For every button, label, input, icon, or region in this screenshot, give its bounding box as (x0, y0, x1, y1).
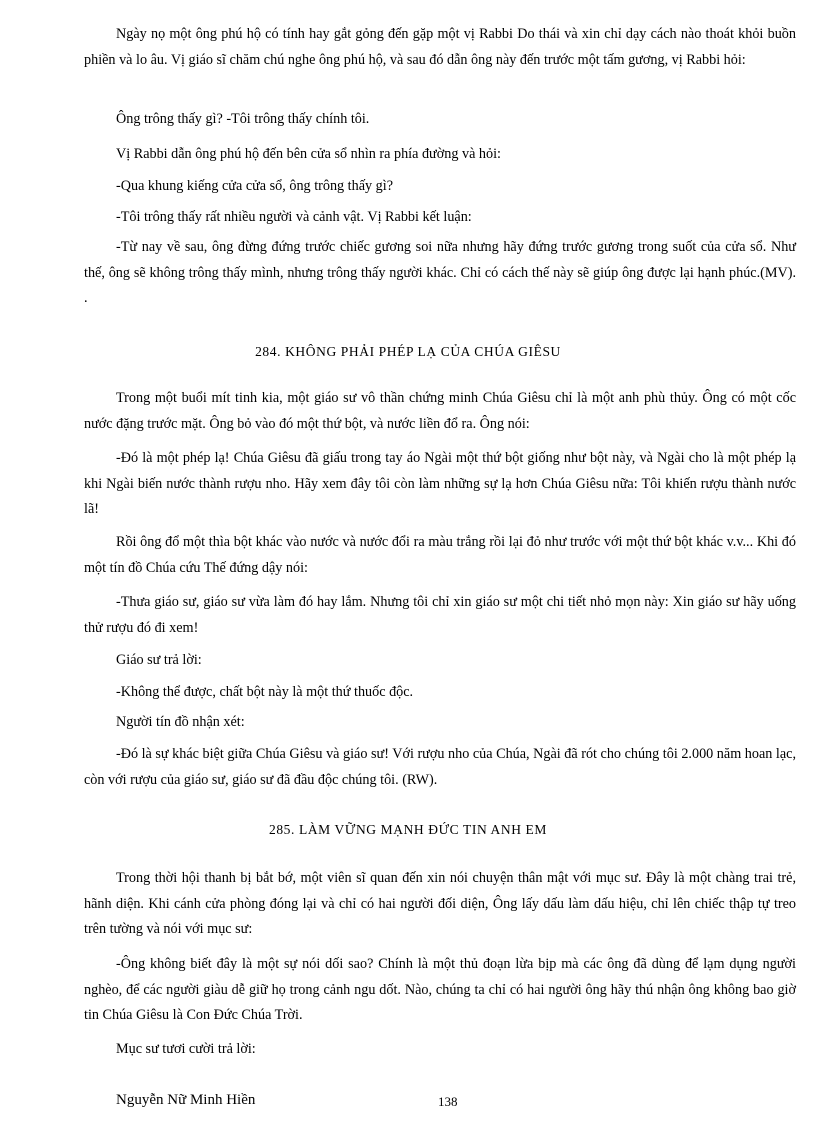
paragraph: Trong thời hội thanh bị bắt bớ, một viên sĩ quan đến xin nói chuyện thân mật với mục sư. Đây là một chàng trai trẻ, hãnh diện. Khi cánh cửa phòng đóng lại và chỉ có hai người đối diện, Ông lấy dấu làm dấu hiệu, chỉ lên chiếc thập tự treo trên tường và nói với mục sư: (84, 870, 796, 937)
paragraph: -Từ nay về sau, ông đừng đứng trước chiếc gương soi nữa nhưng hãy đứng trước gương trong suốt của cửa sổ. Như thế, ông sẽ không trông thấy mình, nhưng trông thấy người khác. Chỉ có cách thế này sẽ giúp ông được lại hạnh phúc.(MV). . (84, 239, 796, 306)
paragraph: Giáo sư trả lời: (116, 652, 202, 668)
paragraph: -Ông không biết đây là một sự nói dối sao? Chính là một thủ đoạn lừa bịp mà các ông đã dùng để lạm dụng người nghèo, để các người giàu dễ giữ họ trong cảnh ngu dốt. Nào, chúng ta chỉ có hai người ông hãy thú nhận ông không bao giờ tin Chúa Giêsu là Con Đức Chúa Trời. (84, 956, 796, 1023)
paragraph: Ông trông thấy gì? -Tôi trông thấy chính tôi. (116, 111, 370, 127)
paragraph: -Không thể được, chất bột này là một thứ thuốc độc. (116, 684, 414, 700)
paragraph: -Đó là một phép lạ! Chúa Giêsu đã giấu trong tay áo Ngài một thứ bột giống như bột này, và Ngài cho là một phép lạ khi Ngài biến nước thành rượu nho. Hãy xem đây tôi còn làm những sự lạ hơn Chúa Giêsu nữa: Tôi khiến rượu thành nước lã! (84, 450, 796, 517)
section-heading: 284. KHÔNG PHẢI PHÉP LẠ CỦA CHÚA GIÊSU (255, 344, 561, 359)
paragraph: -Đó là sự khác biệt giữa Chúa Giêsu và giáo sư! Với rượu nho của Chúa, Ngài đã rót cho chúng tôi 2.000 năm hoan lạc, còn với rượu của giáo sư, giáo sư đã đầu độc chúng tôi. (RW). (84, 746, 796, 788)
paragraph: Người tín đồ nhận xét: (116, 714, 245, 730)
page-number: 138 (438, 1094, 458, 1109)
paragraph: Trong một buổi mít tinh kia, một giáo sư vô thần chứng minh Chúa Giêsu chỉ là một anh phù thủy. Ông có một cốc nước đặng trước mặt. Ông bỏ vào đó một thứ bột, và nước liền đổ ra. Ông nói: (84, 390, 796, 432)
paragraph: Ngày nọ một ông phú hộ có tính hay gắt gỏng đến gặp một vị Rabbi Do thái và xin chỉ dạy cách nào thoát khỏi buồn phiền và lo âu. Vị giáo sĩ chăm chú nghe ông phú hộ, và sau đó dẫn ông này đến trước một tấm gương, vị Rabbi hỏi: (84, 26, 796, 68)
paragraph: Mục sư tươi cười trả lời: (116, 1041, 256, 1057)
section-heading: 285. LÀM VỮNG MẠNH ĐỨC TIN ANH EM (268, 822, 547, 837)
paragraph: Rồi ông đổ một thìa bột khác vào nước và nước đổi ra màu trắng rồi lại đỏ như trước với một thứ bột khác v.v... Khi đó một tín đồ Chúa cứu Thế đứng dậy nói: (84, 534, 796, 576)
paragraph: Vị Rabbi dẫn ông phú hộ đến bên cửa sổ nhìn ra phía đường và hỏi: (116, 146, 501, 162)
paragraph: -Tôi trông thấy rất nhiều người và cảnh vật. Vị Rabbi kết luận: (116, 209, 472, 225)
footer-author: Nguyễn Nữ Minh Hiền (116, 1092, 256, 1108)
paragraph: -Thưa giáo sư, giáo sư vừa làm đó hay lắm. Nhưng tôi chỉ xin giáo sư một chi tiết nhỏ mọn này: Xin giáo sư hãy uống thử rượu đó đi xem! (84, 594, 796, 636)
paragraph: -Qua khung kiếng cửa cửa sổ, ông trông thấy gì? (116, 178, 393, 194)
